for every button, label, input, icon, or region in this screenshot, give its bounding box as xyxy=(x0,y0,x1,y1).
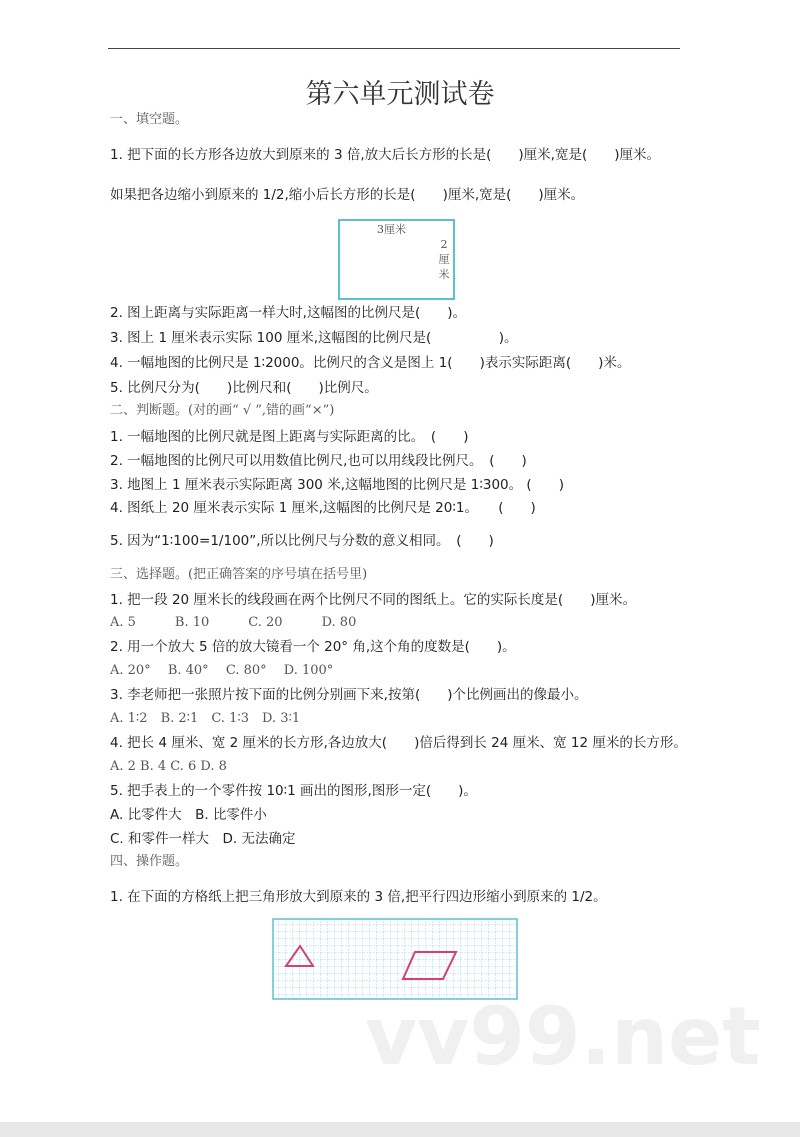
section-heading: 一、填空题。 xyxy=(110,112,189,127)
question: 5. 把手表上的一个零件按 10∶1 画出的图形,图形一定( )。 xyxy=(110,783,477,799)
question: 1. 在下面的方格纸上把三角形放大到原来的 3 倍,把平行四边形缩小到原来的 1/2。 xyxy=(110,889,607,905)
question: 5. 比例尺分为( )比例尺和( )比例尺。 xyxy=(110,380,378,396)
section-heading: 二、判断题。(对的画“ √ ”,错的画“×”) xyxy=(110,403,335,418)
question: 3. 图上 1 厘米表示实际 100 厘米,这幅图的比例尺是( )。 xyxy=(110,330,518,346)
question: 4. 图纸上 20 厘米表示实际 1 厘米,这幅图的比例尺是 20∶1。 ( ) xyxy=(110,500,536,516)
rect-width-label: 2厘米 xyxy=(438,238,450,281)
page-title: 第六单元测试卷 xyxy=(305,79,495,110)
options: A. 1∶2 B. 2∶1 C. 1∶3 D. 3∶1 xyxy=(110,711,301,726)
options: A. 比零件大 B. 比零件小 xyxy=(110,807,267,823)
grid-paper xyxy=(272,918,518,1000)
question: 2. 图上距离与实际距离一样大时,这幅图的比例尺是( )。 xyxy=(110,305,466,321)
question: 4. 把长 4 厘米、宽 2 厘米的长方形,各边放大( )倍后得到长 24 厘米、宽 12 厘米的长方形。 xyxy=(110,735,687,751)
question: 1. 把一段 20 厘米长的线段画在两个比例尺不同的图纸上。它的实际长度是( )厘米。 xyxy=(110,592,636,608)
question: 2. 用一个放大 5 倍的放大镜看一个 20° 角,这个角的度数是( )。 xyxy=(110,639,516,655)
top-rule xyxy=(108,48,680,49)
page-bottom-bar xyxy=(0,1122,800,1137)
section-heading: 四、操作题。 xyxy=(110,854,189,869)
question: 5. 因为“1∶100=1/100”,所以比例尺与分数的意义相同。 ( ) xyxy=(110,533,494,549)
question: 3. 李老师把一张照片按下面的比例分别画下来,按第( )个比例画出的像最小。 xyxy=(110,687,588,703)
options: A. 20° B. 40° C. 80° D. 100° xyxy=(110,663,334,678)
rect-length-label: 3厘米 xyxy=(377,223,406,236)
question: 4. 一幅地图的比例尺是 1∶2000。比例尺的含义是图上 1( )表示实际距离( )米。 xyxy=(110,355,631,371)
question: 1. 一幅地图的比例尺就是图上距离与实际距离的比。 ( ) xyxy=(110,429,469,445)
options: C. 和零件一样大 D. 无法确定 xyxy=(110,831,296,847)
question: 1. 把下面的长方形各边放大到原来的 3 倍,放大后长方形的长是( )厘米,宽是( )厘米。 xyxy=(110,147,660,163)
options: A. 5 B. 10 C. 20 D. 80 xyxy=(110,615,357,630)
question: 2. 一幅地图的比例尺可以用数值比例尺,也可以用线段比例尺。 ( ) xyxy=(110,453,527,469)
options: A. 2 B. 4 C. 6 D. 8 xyxy=(110,759,227,774)
question: 如果把各边缩小到原来的 1/2,缩小后长方形的长是( )厘米,宽是( )厘米。 xyxy=(110,187,585,203)
section-heading: 三、选择题。(把正确答案的序号填在括号里) xyxy=(110,567,368,582)
rectangle-figure xyxy=(338,219,455,300)
watermark: vv99.net xyxy=(365,990,761,1083)
question: 3. 地图上 1 厘米表示实际距离 300 米,这幅地图的比例尺是 1∶300。 ( ) xyxy=(110,477,564,493)
